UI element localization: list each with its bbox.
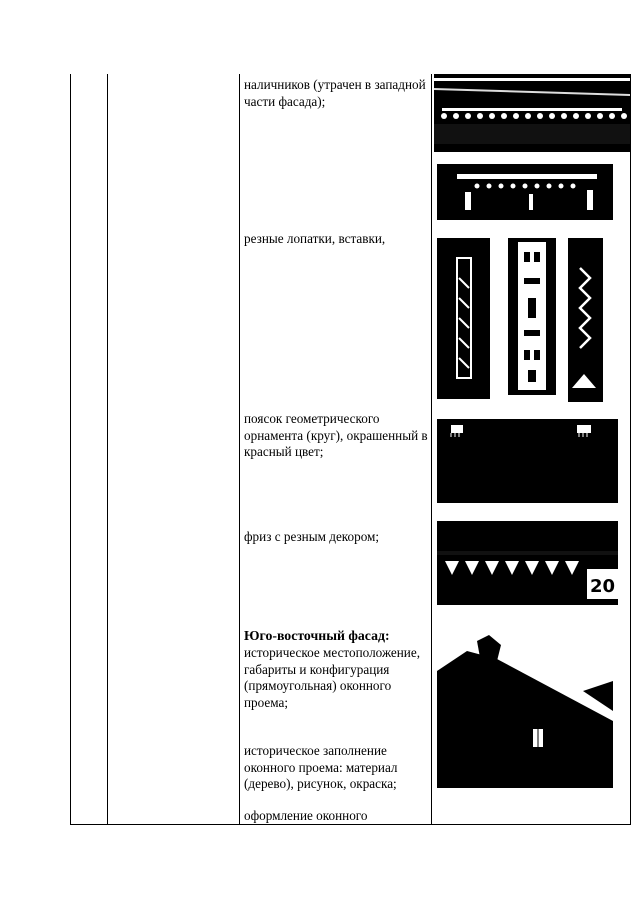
pilaster-photo-1 <box>437 238 490 399</box>
frieze-photo <box>437 521 618 605</box>
southeast-para-3: оформление оконного <box>244 808 368 823</box>
southeast-para-1: историческое местоположение, габариты и конфигурация (прямоугольная) оконного проема; <box>244 645 420 710</box>
southeast-facade-heading: Юго-восточный фасад: <box>244 628 390 643</box>
platband-bottom-photo <box>437 164 613 220</box>
pilaster-photo-3 <box>568 238 603 402</box>
pilaster-photo-2 <box>508 238 556 395</box>
table-border-left <box>70 74 71 825</box>
belt-ornament-photo <box>437 419 618 503</box>
frieze-photo-sign-number: 20 <box>590 576 616 597</box>
table-border-right <box>630 74 631 825</box>
row-belt-text: поясок геометрического орнамента (круг), окрашенный в красный цвет; <box>244 411 428 460</box>
row-pilasters-text: резные лопатки, вставки, <box>244 231 386 246</box>
table-border-col3 <box>431 74 432 825</box>
table-border-col2 <box>239 74 240 825</box>
table-border-col1 <box>107 74 108 825</box>
southeast-facade-photo <box>437 631 613 788</box>
row-platbands-text: наличников (утрачен в западной части фасада); <box>244 77 426 109</box>
row-frieze-text: фриз с резным декором; <box>244 529 380 544</box>
platband-top-photo <box>434 74 630 152</box>
southeast-para-2: историческое заполнение оконного проема: материал (дерево), рисунок, окраска; <box>244 743 398 792</box>
